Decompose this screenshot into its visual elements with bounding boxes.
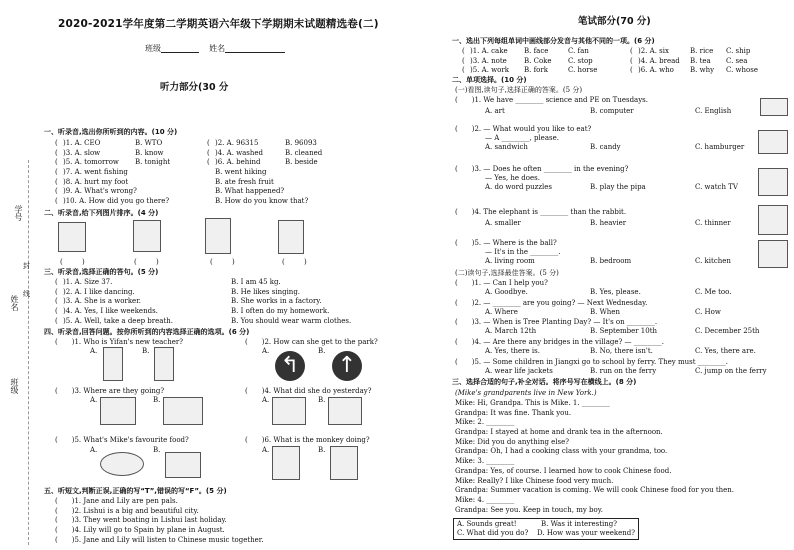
dialogue-line: Mike: Hi, Grandpa. This is Mike. 1. ________ (455, 399, 610, 407)
dialogue-line: Grandpa: See you. Keep in touch, my boy. (455, 505, 603, 514)
listen-s3-heading: 三、听录音,选择正确的答句。(5 分) (44, 268, 159, 276)
list-item: ( )5. Jane and Lily will listen to Chinese music together. (55, 535, 264, 544)
picture-girl (205, 218, 231, 254)
picture-book (760, 98, 788, 116)
written-s2-heading: 二、单项选择。(10 分) (452, 76, 527, 84)
list-item: ( )7. A. went fishing B. went hiking (55, 168, 267, 177)
listen-s3-list (55, 278, 435, 326)
listening-title: 听力部分(30 分 (160, 82, 229, 93)
side-label-number: 学号 (14, 205, 23, 221)
option-b-label: B. (153, 446, 161, 454)
option-b-label: B. (318, 347, 326, 355)
list-item: ( )4. A. Yes, I like weekends. B. I often do my homework. (55, 307, 330, 316)
listen-s1-heading: 一、听录音,选出你所听到的内容。(10 分) (44, 128, 178, 136)
list-item: ( )1. Jane and Lily are pen pals. (55, 497, 178, 505)
turn-left-arrow-icon: ↰ (275, 351, 305, 381)
option-a-label: A. (90, 446, 98, 454)
list-item: ( )3. A. She is a worker. B. She works in a factory. (55, 297, 322, 306)
list-item: ( )8. A. hurt my foot B. ate fresh fruit (55, 177, 274, 186)
option-a-label: A. (262, 347, 270, 355)
name-blank[interactable] (225, 44, 285, 53)
written-s2-p5: ( )5. — Where is the ball? — It's in the ________. A. living room B. bedroom C. kitchen (455, 239, 731, 265)
list-item: ( )3. A. slow B. know ( )4. A. washed B. cleaned (55, 148, 323, 157)
list-item: ( )1. A. Size 37. B. I am 45 kg. (55, 278, 281, 286)
listen-s4-q5: ( )5. What's Mike's favourite food? (55, 436, 189, 444)
class-label: 班级 (145, 44, 161, 53)
list-item: ( )4. Lily will go to Spain by plane in August. (55, 526, 225, 535)
dialogue-list (455, 399, 785, 515)
picture-monkey-b (330, 446, 358, 480)
straight-arrow-icon: ↑ (332, 351, 362, 381)
written-s2-p3: ( )3. — Does he often ________ in the evening? — Yes, he does. A. do word puzzles B. play the pipa C. watch TV (455, 165, 738, 191)
list-item: ( )1. A. cake B. face C. fan ( )2. A. six B. rice C. ship (462, 47, 751, 55)
list-item: ( )5. A. Well, take a deep breath. B. You should wear warm clothes. (55, 316, 352, 325)
picture-activity-a (272, 397, 306, 425)
listen-s4-q1: ( )1. Who is Yifan's new teacher? (55, 338, 183, 346)
option-b-label: B. (153, 396, 161, 404)
side-label-class: 班级 (10, 378, 19, 394)
listen-s5-list (55, 497, 264, 545)
written-s1-list (462, 47, 792, 76)
options-box: A. Sounds great! B. Was it interesting? C. What did you do? D. How was your weekend? (453, 518, 639, 540)
picture-elephant-rabbit (758, 205, 788, 235)
list-item: ( )10. A. How did you go there? B. How do you know that? (55, 197, 309, 206)
dialogue-intro: (Mike's grandparents live in New York.) (455, 389, 597, 397)
picture-kitchen (758, 240, 788, 268)
dialogue-line: Mike: 3. ________ (455, 457, 515, 466)
dialogue-line: Mike: 4. ________ (455, 495, 515, 504)
binding-dashed-line (28, 160, 29, 545)
listen-s2-heading: 二、听录音,给下列图片排序。(4 分) (44, 209, 159, 217)
dialogue-line: Grandpa: It was fine. Thank you. (455, 408, 572, 417)
list-item: ( )3. A. note B. Coke C. stop ( )4. A. bread B. tea C. sea (462, 56, 748, 65)
list-item: ( )3. They went boating in Lishui last holiday. (55, 516, 227, 525)
picture-kid-bag (278, 220, 304, 254)
listen-s4-heading: 四、听录音,回答问题。按你所听到的内容选择正确的选项。(6 分) (44, 328, 250, 336)
option-a-label: A. (90, 396, 98, 404)
dialogue-line: Grandpa: Oh, I had a cooking class with your grandma, too. (455, 447, 668, 456)
listen-s4-q6: ( )6. What is the monkey doing? (245, 436, 370, 444)
dialogue-line: Grandpa: Summer vacation is coming. We will cook Chinese food for you then. (455, 486, 735, 495)
dialogue-line: Grandpa: Yes, of course. I learned how to cook Chinese food. (455, 466, 672, 475)
picture-food-b (165, 452, 201, 478)
picture-kid-desk (58, 222, 86, 252)
option-a-label: A. (262, 446, 270, 454)
option-a-label: A. (262, 396, 270, 404)
written-s2-r-list: ( )1. — Can I help you? A. Goodbye. B. Yes, please. C. Me too. ( )2. — ________ are you going? — Next Wednesday. A. Where B. When C. How ( )3. — When is Tree Planting Day? — It's on ________. A. March 12th B. September 10th C. December 25th ( )4. — Are there any bridges in the village? — ________. A. Yes, there is. B. No, there isn't. C. Yes, there are. ( )5. — Some children in Jiangxi go to school by ferry. They must ________. A. wear life jackets B. run on the ferry C. jump on the ferry (455, 279, 767, 375)
listen-s4-q3: ( )3. Where are they going? (55, 387, 165, 395)
picture-kid-sweeping (133, 220, 161, 252)
dialogue-line: Mike: Did you do anything else? (455, 437, 570, 446)
list-item: ( )5. A. work B. fork C. horse ( )6. A. who B. why C. whose (462, 66, 759, 75)
picture-teacher-b (154, 347, 174, 381)
option-a-label: A. (90, 347, 98, 355)
written-title: 笔试部分(70 分) (578, 16, 651, 27)
list-item: ( )1. A. CEO B. WTO ( )2. A. 96315 B. 96093 (55, 139, 317, 147)
side-label-seal: 封 (23, 262, 30, 270)
list-item: ( )2. A. I like dancing. B. He likes singing. (55, 287, 301, 296)
list-item: ( )2. Lishui is a big and beautiful city. (55, 506, 199, 515)
written-s1-heading: 一、选出下列每组单词中画线部分发音与其他不同的一项。(6 分) (452, 37, 655, 45)
picture-sandwich (758, 130, 788, 154)
picture-pipa (758, 168, 788, 196)
option-b-label: B. (318, 396, 326, 404)
picture-place-b (163, 397, 203, 425)
list-item: ( )9. A. What's wrong? B. What happened? (55, 187, 285, 196)
written-s2-p2: ( )2. — What would you like to eat? — A ________, please. A. sandwich B. candy C. hamburger (455, 125, 745, 151)
listen-s4-q4: ( )4. What did she do yesterday? (245, 387, 372, 395)
picture-food-a (100, 452, 144, 476)
picture-place-a (100, 397, 136, 425)
written-s2-sub2: (二)读句子,选择最佳答案。(5 分) (455, 269, 559, 277)
dialogue-line: Mike: Really? I like Chinese food very much. (455, 476, 614, 485)
side-label-name: 姓名 (10, 295, 19, 311)
option-b-label: B. (318, 446, 326, 454)
side-label-line: 线 (23, 290, 30, 298)
listen-s4-q2: ( )2. How can she get to the park? (245, 338, 378, 346)
written-s2-p4: ( )4. The elephant is ________ than the rabbit. A. smaller B. heavier C. thinner (455, 208, 731, 227)
name-label: 姓名 (209, 44, 226, 53)
listen-s5-heading: 五、听短文,判断正误,正确的写“T”,错误的写“F”。(5 分) (44, 487, 227, 495)
listen-s1-list (55, 139, 435, 207)
dialogue-line: Grandpa: I stayed at home and drank tea in the afternoon. (455, 428, 663, 437)
class-name-line (145, 44, 285, 53)
list-item: ( )5. A. tomorrow B. tonight ( )6. A. behind B. beside (55, 158, 318, 167)
picture-monkey-a (272, 446, 300, 480)
option-b-label: B. (142, 347, 150, 355)
written-s2-p1: ( )1. We have ________ science and PE on Tuesdays. A. art B. computer C. English (455, 96, 732, 115)
written-s2-sub1: (一)看图,读句子,选择正确的答案。(5 分) (455, 86, 583, 94)
page-title: 2020-2021学年度第二学期英语六年级下学期期末试题精选卷(二) (58, 18, 379, 30)
class-blank[interactable] (161, 44, 199, 53)
dialogue-line: Mike: 2. ________ (455, 418, 515, 427)
written-s3-heading: 三、选择合适的句子,补全对话。将序号写在横线上。(8 分) (452, 378, 637, 386)
picture-teacher-a (103, 347, 123, 381)
picture-activity-b (328, 397, 362, 425)
